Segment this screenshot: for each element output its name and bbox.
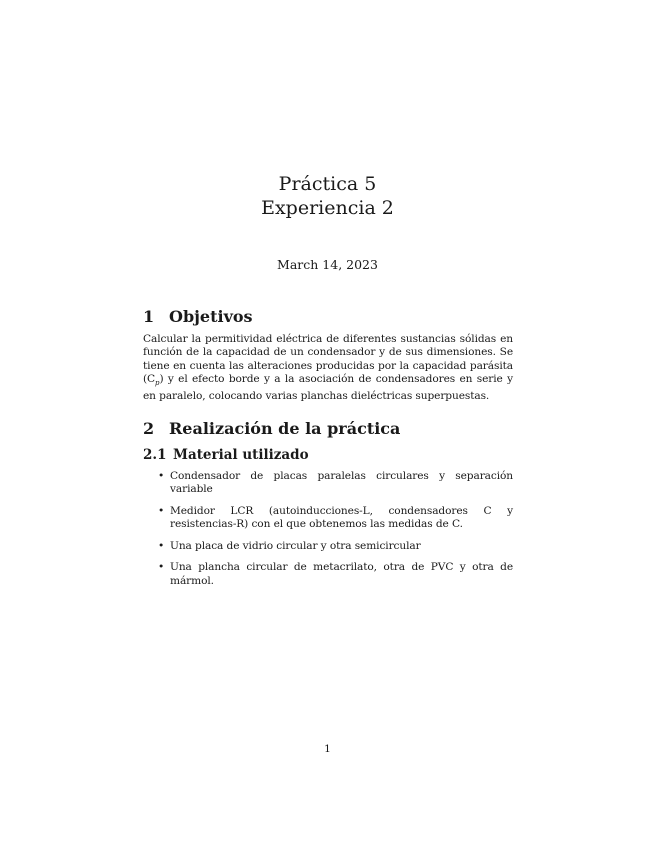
- subsection-number: 2.1: [143, 447, 167, 463]
- document-title: [0, 172, 655, 220]
- document-date: March 14, 2023: [277, 257, 378, 272]
- list-item: [143, 505, 513, 532]
- material-list: [143, 470, 513, 596]
- subsection-heading: [143, 447, 513, 463]
- section-realizacion: [143, 419, 513, 438]
- section-heading: [143, 307, 513, 326]
- list-item: [143, 561, 513, 588]
- list-item: [143, 540, 513, 553]
- section-objetivos: [143, 307, 513, 326]
- bullet-icon: •: [158, 470, 165, 482]
- title-line-1: Práctica 5: [278, 173, 377, 195]
- paragraph-subscript: p: [155, 379, 160, 387]
- section-number: 2: [143, 419, 155, 438]
- section-heading: [143, 419, 513, 438]
- subsection-title: Material utilizado: [173, 447, 309, 463]
- section-number: 1: [143, 307, 155, 326]
- bullet-icon: •: [158, 561, 165, 574]
- paragraph-text: Calcular la permitividad eléctrica de diferentes sustancias sólidas en función de la capacidad de un condensador y de sus dimensiones. Se tiene en cuenta las alteraciones producidas por la capacidad parásita (C: [143, 333, 513, 385]
- list-item-text: Medidor LCR (autoinducciones-L, condensadores C y resistencias-R) con el que obtenemos las medidas de C.: [170, 504, 513, 531]
- section-title: Objetivos: [169, 307, 253, 326]
- bullet-icon: •: [158, 539, 165, 552]
- title-line-2: Experiencia 2: [261, 197, 394, 219]
- paragraph-text-rest: ) y el efecto borde y a la asociación de condensadores en serie y en paralelo, colocando varias planchas dieléctricas superpuestas.: [143, 372, 513, 403]
- list-item: [143, 470, 513, 497]
- section-title: Realización de la práctica: [169, 419, 401, 438]
- list-item-text: Una placa de vidrio circular y otra semicircular: [170, 539, 421, 552]
- objetivos-paragraph: [143, 333, 513, 404]
- list-item-text: Una plancha circular de metacrilato, otra de PVC y otra de mármol.: [170, 561, 513, 587]
- subsection-material: [143, 447, 513, 463]
- list-item-text: Condensador de placas paralelas circulares y separación variable: [170, 470, 513, 496]
- bullet-icon: •: [158, 504, 165, 517]
- page-number: 1: [324, 743, 331, 755]
